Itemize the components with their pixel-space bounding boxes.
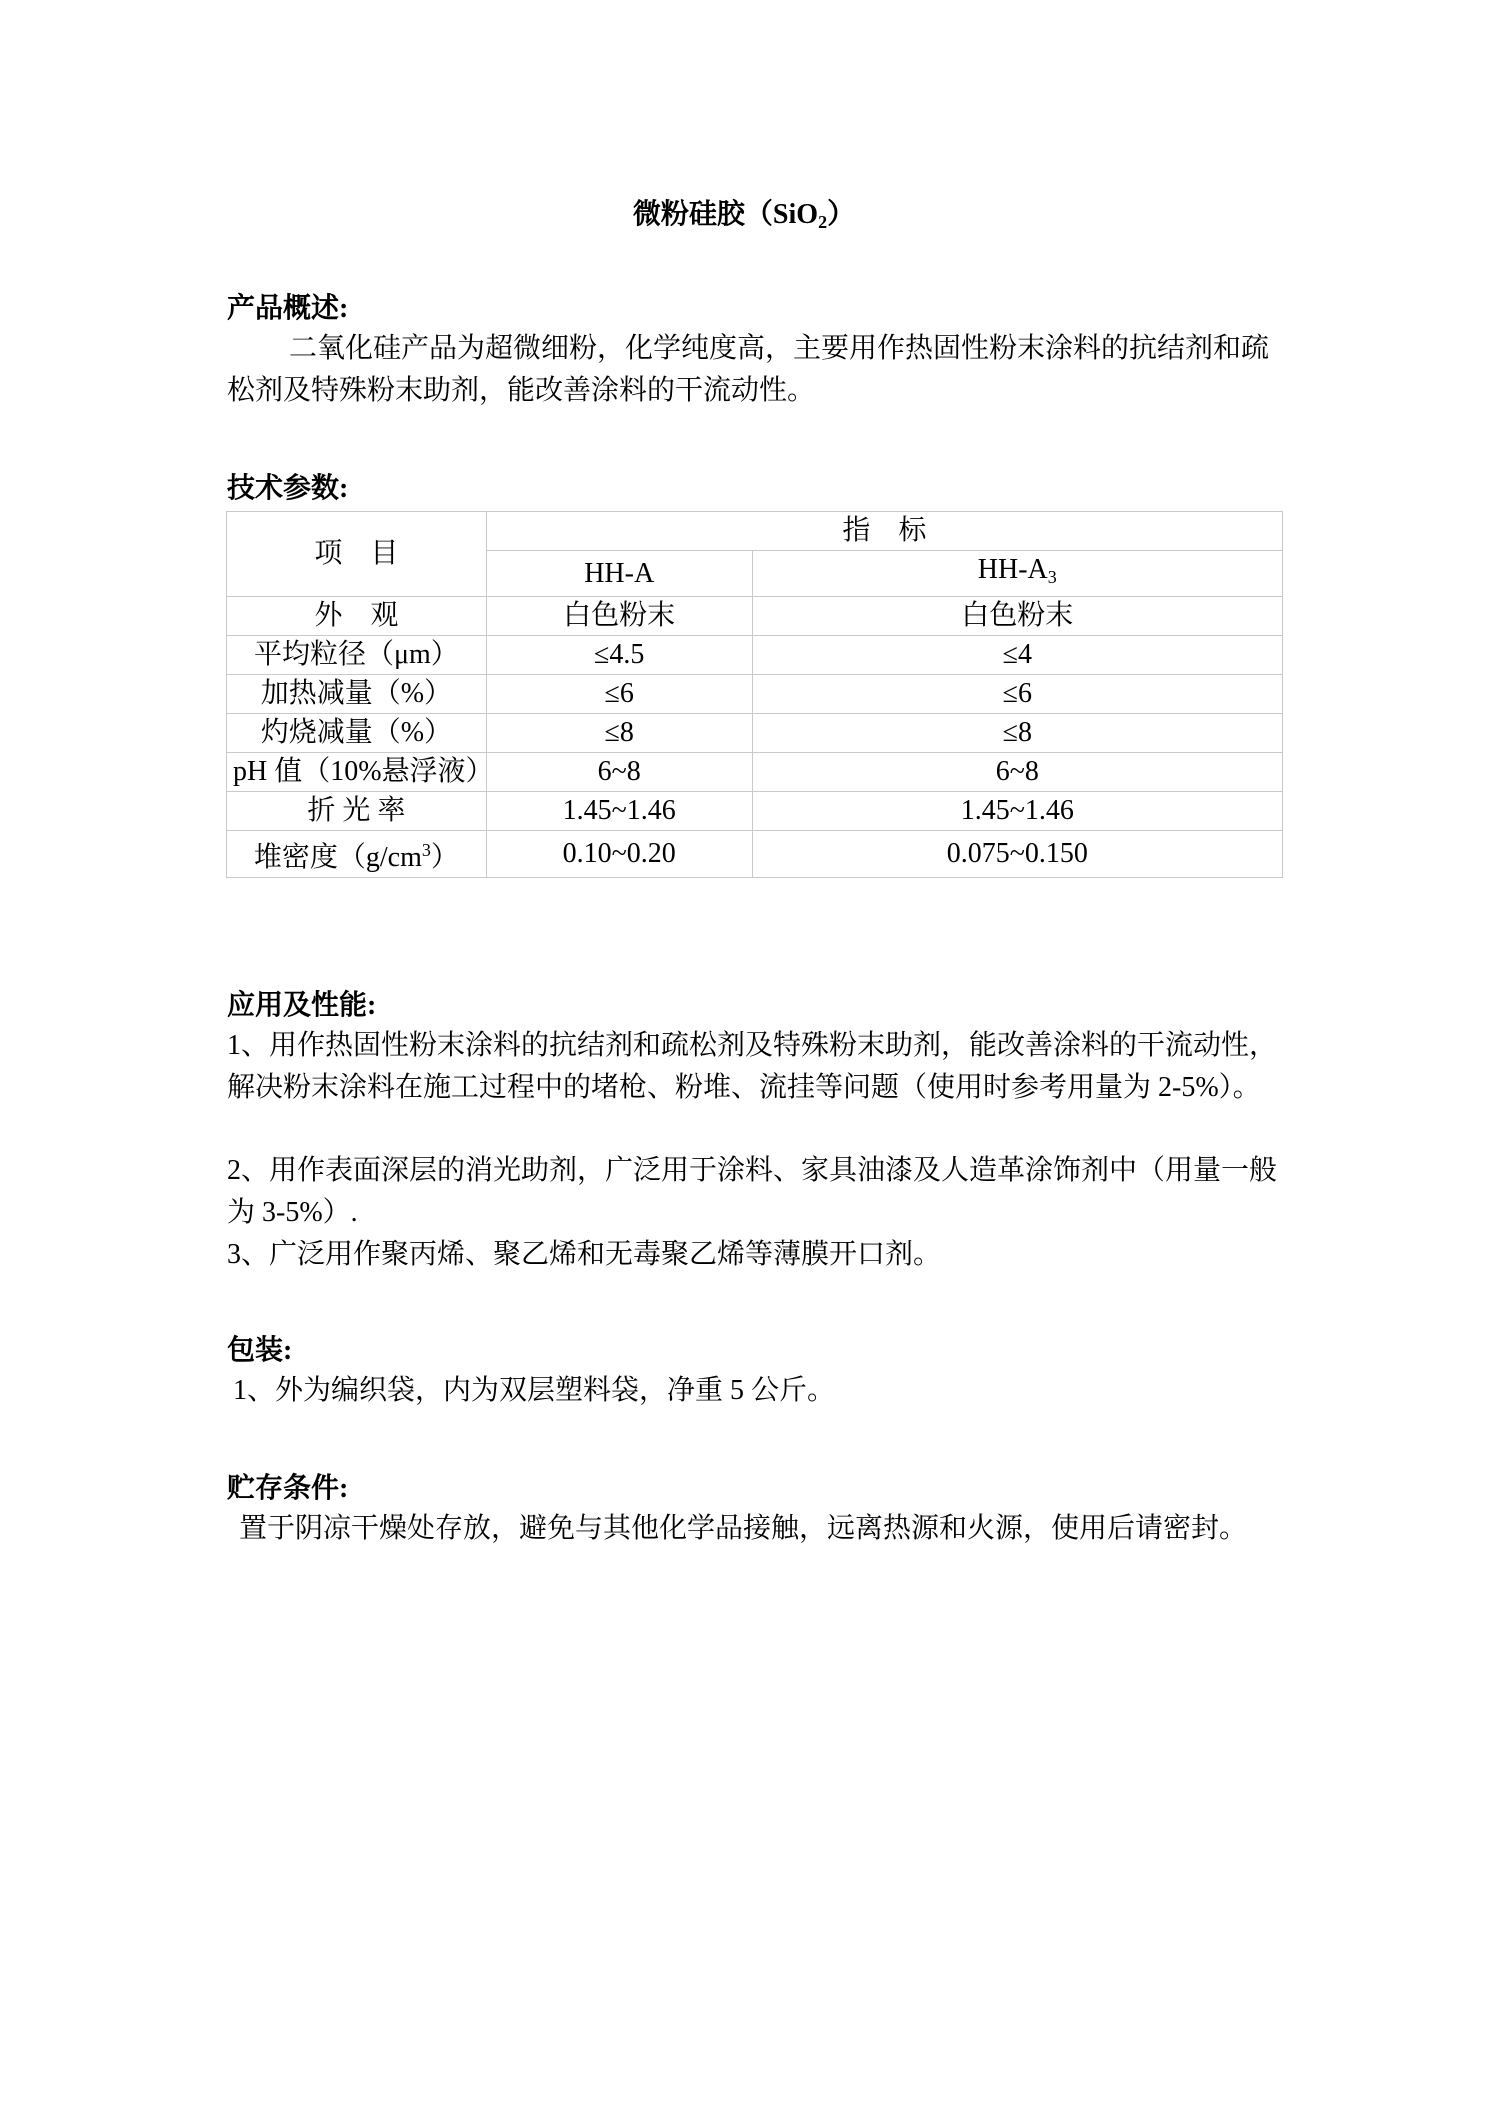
table-row xyxy=(227,636,1283,675)
table-row xyxy=(227,675,1283,714)
table-row xyxy=(227,753,1283,792)
row-name: 折 光 率 xyxy=(227,792,487,831)
row-name: 加热减量（%） xyxy=(227,675,487,714)
packaging-text: 1、外为编织袋，内为双层塑料袋，净重 5 公斤。 xyxy=(233,1375,836,1406)
storage-text: 置于阴凉干燥处存放，避免与其他化学品接触，远离热源和火源，使用后请密封。 xyxy=(239,1513,1248,1544)
header-col-b-main: HH-A xyxy=(977,554,1048,585)
tech-heading: 技术参数: xyxy=(227,473,349,504)
table-row xyxy=(227,792,1283,831)
row-name: 灼烧减量（%） xyxy=(227,714,487,753)
table-row xyxy=(227,714,1283,753)
title-subscript: 2 xyxy=(818,212,828,232)
density-name-close: ） xyxy=(430,842,459,873)
application-heading: 应用及性能: xyxy=(227,990,377,1021)
header-col-b xyxy=(752,551,1282,597)
document-title xyxy=(0,192,1488,233)
density-name-main: 堆密度（g/cm xyxy=(253,842,422,873)
row-value-b: ≤6 xyxy=(752,675,1282,714)
row-value-b: 0.075~0.150 xyxy=(752,831,1282,878)
overview-heading: 产品概述: xyxy=(227,293,349,324)
overview-text: 二氧化硅产品为超微细粉，化学纯度高，主要用作热固性粉末涂料的抗结剂和疏松剂及特殊粉末助剂，能改善涂料的干流动性。 xyxy=(227,333,1270,406)
row-value-a: 1.45~1.46 xyxy=(486,792,752,831)
header-indicator: 指 标 xyxy=(486,512,1282,551)
row-name xyxy=(227,831,487,878)
row-value-b: 6~8 xyxy=(752,753,1282,792)
packaging-heading: 包装: xyxy=(227,1335,293,1366)
row-value-b: 白色粉末 xyxy=(752,597,1282,636)
table-row xyxy=(227,831,1283,878)
row-value-b: ≤4 xyxy=(752,636,1282,675)
header-col-b-subscript: 3 xyxy=(1047,567,1057,587)
application-item-2: 2、用作表面深层的消光助剂，广泛用于涂料、家具油漆及人造革涂饰剂中（用量一般为 3-5%）. xyxy=(227,1155,1278,1228)
header-col-a: HH-A xyxy=(486,551,752,597)
row-name: pH 值（10%悬浮液） xyxy=(227,753,487,792)
row-value-b: 1.45~1.46 xyxy=(752,792,1282,831)
row-value-a: 白色粉末 xyxy=(486,597,752,636)
title-main: 微粉硅胶（SiO xyxy=(632,199,819,230)
row-name: 外 观 xyxy=(227,597,487,636)
storage-heading: 贮存条件: xyxy=(227,1473,349,1504)
row-value-a: ≤6 xyxy=(486,675,752,714)
row-value-a: 6~8 xyxy=(486,753,752,792)
row-value-a: ≤4.5 xyxy=(486,636,752,675)
table-header-row xyxy=(227,512,1283,551)
row-value-a: ≤8 xyxy=(486,714,752,753)
row-value-b: ≤8 xyxy=(752,714,1282,753)
table-row xyxy=(227,597,1283,636)
density-name-superscript: 3 xyxy=(421,840,431,860)
header-item: 项 目 xyxy=(227,512,487,597)
row-name: 平均粒径（μm） xyxy=(227,636,487,675)
application-item-1: 1、用作热固性粉末涂料的抗结剂和疏松剂及特殊粉末助剂，能改善涂料的干流动性，解决粉末涂料在施工过程中的堵枪、粉堆、流挂等问题（使用时参考用量为 2-5%）。 xyxy=(227,1030,1278,1103)
application-item-3: 3、广泛用作聚丙烯、聚乙烯和无毒聚乙烯等薄膜开口剂。 xyxy=(227,1239,942,1270)
spec-table xyxy=(226,511,1283,878)
row-value-a: 0.10~0.20 xyxy=(486,831,752,878)
title-close: ） xyxy=(827,199,856,230)
